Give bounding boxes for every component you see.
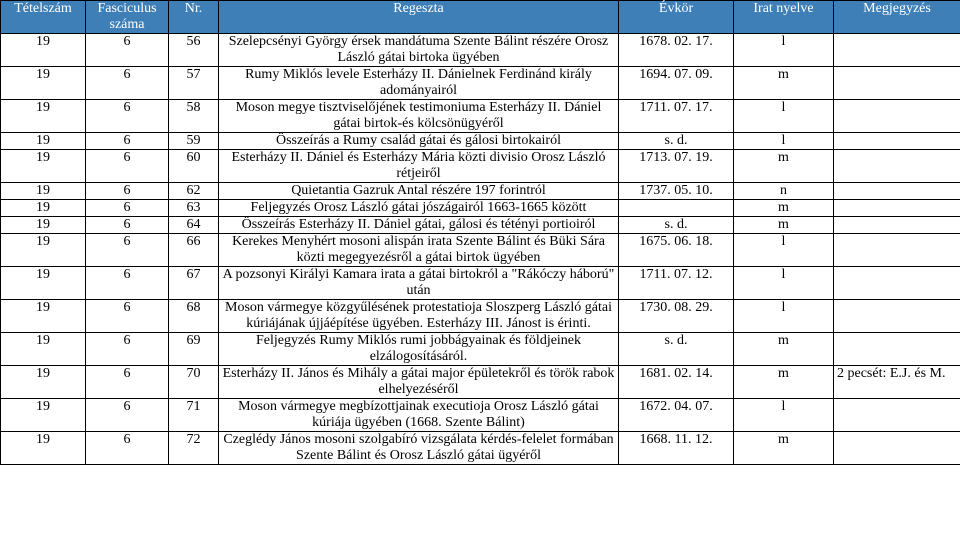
- header-irat-nyelve: Irat nyelve: [734, 1, 834, 34]
- cell-regeszta: Esterházy II. János és Mihály a gátai major épületekről és török rabok elhelyezéséről: [219, 366, 619, 399]
- cell-nr: 64: [169, 217, 219, 234]
- cell-fasc: 6: [86, 217, 169, 234]
- cell-fasc: 6: [86, 399, 169, 432]
- cell-evkor: 1672. 04. 07.: [619, 399, 734, 432]
- cell-evkor: 1711. 07. 12.: [619, 267, 734, 300]
- cell-nyelv: l: [734, 234, 834, 267]
- cell-megj: [834, 100, 960, 133]
- cell-megj: [834, 267, 960, 300]
- cell-fasc: 6: [86, 34, 169, 67]
- cell-fasc: 6: [86, 234, 169, 267]
- cell-nyelv: m: [734, 366, 834, 399]
- table-row: [1, 300, 960, 333]
- cell-tetel: 19: [1, 150, 86, 183]
- cell-regeszta: Esterházy II. Dániel és Esterházy Mária közti divisio Orosz László rétjeiről: [219, 150, 619, 183]
- cell-regeszta: Feljegyzés Orosz László gátai jószágairól 1663-1665 között: [219, 200, 619, 217]
- cell-regeszta: Moson vármegye közgyűlésének protestatioja Sloszperg László gátai kúriájának újjáépítése ügyében. Esterházy III. Jánost is érinti.: [219, 300, 619, 333]
- cell-fasc: 6: [86, 133, 169, 150]
- cell-evkor: s. d.: [619, 217, 734, 234]
- cell-nr: 63: [169, 200, 219, 217]
- cell-regeszta: Összeírás a Rumy család gátai és gálosi birtokairól: [219, 133, 619, 150]
- cell-regeszta: Feljegyzés Rumy Miklós rumi jobbágyainak és földjeinek elzálogosításáról.: [219, 333, 619, 366]
- cell-tetel: 19: [1, 217, 86, 234]
- table-row: [1, 150, 960, 183]
- header-megjegyzes: Megjegyzés: [834, 1, 960, 34]
- cell-fasc: 6: [86, 67, 169, 100]
- cell-megj: [834, 333, 960, 366]
- cell-nr: 62: [169, 183, 219, 200]
- table-row: [1, 333, 960, 366]
- cell-regeszta: Kerekes Menyhért mosoni alispán irata Szente Bálint és Büki Sára közti megegyezésről a gátai birtok ügyében: [219, 234, 619, 267]
- table-row: [1, 200, 960, 217]
- cell-fasc: 6: [86, 100, 169, 133]
- cell-tetel: 19: [1, 432, 86, 465]
- cell-nyelv: m: [734, 67, 834, 100]
- cell-regeszta: Moson megye tisztviselőjének testimoniuma Esterházy II. Dániel gátai birtok-és kölcsönügyéről: [219, 100, 619, 133]
- cell-nyelv: l: [734, 300, 834, 333]
- cell-fasc: 6: [86, 267, 169, 300]
- cell-nr: 67: [169, 267, 219, 300]
- cell-nyelv: l: [734, 100, 834, 133]
- table-row: [1, 432, 960, 465]
- cell-nyelv: m: [734, 432, 834, 465]
- cell-megj: 2 pecsét: E.J. és M.: [834, 366, 960, 399]
- cell-evkor: s. d.: [619, 333, 734, 366]
- cell-megj: [834, 183, 960, 200]
- cell-fasc: 6: [86, 150, 169, 183]
- cell-megj: [834, 399, 960, 432]
- table-row: [1, 34, 960, 67]
- table-row: [1, 217, 960, 234]
- table-body: [1, 34, 960, 465]
- cell-nr: 66: [169, 234, 219, 267]
- cell-megj: [834, 133, 960, 150]
- cell-fasc: 6: [86, 366, 169, 399]
- header-evkor: Évkör: [619, 1, 734, 34]
- cell-nr: 69: [169, 333, 219, 366]
- header-tetelszam: Tételszám: [1, 1, 86, 34]
- cell-megj: [834, 67, 960, 100]
- table-header: [1, 1, 960, 34]
- cell-regeszta: Moson vármegye megbízottjainak executioja Orosz László gátai kúriája ügyében (1668. Szente Bálint): [219, 399, 619, 432]
- cell-nyelv: m: [734, 150, 834, 183]
- cell-megj: [834, 300, 960, 333]
- cell-megj: [834, 34, 960, 67]
- cell-megj: [834, 432, 960, 465]
- cell-nr: 70: [169, 366, 219, 399]
- cell-megj: [834, 234, 960, 267]
- cell-nr: 71: [169, 399, 219, 432]
- cell-nyelv: l: [734, 133, 834, 150]
- cell-nyelv: l: [734, 34, 834, 67]
- cell-nyelv: m: [734, 333, 834, 366]
- cell-tetel: 19: [1, 300, 86, 333]
- cell-evkor: 1730. 08. 29.: [619, 300, 734, 333]
- cell-tetel: 19: [1, 200, 86, 217]
- cell-evkor: 1711. 07. 17.: [619, 100, 734, 133]
- cell-nr: 58: [169, 100, 219, 133]
- cell-regeszta: Quietantia Gazruk Antal részére 197 forintról: [219, 183, 619, 200]
- cell-fasc: 6: [86, 300, 169, 333]
- cell-evkor: 1737. 05. 10.: [619, 183, 734, 200]
- table-row: [1, 100, 960, 133]
- header-regeszta: Regeszta: [219, 1, 619, 34]
- cell-fasc: 6: [86, 183, 169, 200]
- cell-evkor: 1681. 02. 14.: [619, 366, 734, 399]
- cell-regeszta: Szelepcsényi György érsek mandátuma Szente Bálint részére Orosz László gátai birtoka ügyében: [219, 34, 619, 67]
- cell-megj: [834, 217, 960, 234]
- cell-tetel: 19: [1, 100, 86, 133]
- cell-megj: [834, 200, 960, 217]
- cell-tetel: 19: [1, 133, 86, 150]
- cell-megj: [834, 150, 960, 183]
- cell-evkor: 1694. 07. 09.: [619, 67, 734, 100]
- table-row: [1, 234, 960, 267]
- cell-tetel: 19: [1, 234, 86, 267]
- header-fasciculus: Fasciculus száma: [86, 1, 169, 34]
- cell-fasc: 6: [86, 333, 169, 366]
- cell-evkor: s. d.: [619, 133, 734, 150]
- cell-tetel: 19: [1, 183, 86, 200]
- cell-nyelv: l: [734, 267, 834, 300]
- cell-evkor: 1668. 11. 12.: [619, 432, 734, 465]
- cell-nyelv: m: [734, 200, 834, 217]
- cell-nr: 60: [169, 150, 219, 183]
- cell-tetel: 19: [1, 333, 86, 366]
- cell-nr: 72: [169, 432, 219, 465]
- cell-tetel: 19: [1, 67, 86, 100]
- cell-nyelv: n: [734, 183, 834, 200]
- cell-evkor: 1713. 07. 19.: [619, 150, 734, 183]
- cell-tetel: 19: [1, 267, 86, 300]
- cell-tetel: 19: [1, 34, 86, 67]
- cell-nr: 59: [169, 133, 219, 150]
- table-row: [1, 183, 960, 200]
- cell-tetel: 19: [1, 366, 86, 399]
- table-row: [1, 366, 960, 399]
- table-row: [1, 267, 960, 300]
- header-nr: Nr.: [169, 1, 219, 34]
- table-row: [1, 133, 960, 150]
- cell-regeszta: Czeglédy János mosoni szolgabíró vizsgálata kérdés-felelet formában Szente Bálint és Orosz László gátai ügyéről: [219, 432, 619, 465]
- cell-nr: 56: [169, 34, 219, 67]
- cell-regeszta: Rumy Miklós levele Esterházy II. Dánielnek Ferdinánd király adományairól: [219, 67, 619, 100]
- cell-evkor: 1675. 06. 18.: [619, 234, 734, 267]
- cell-evkor: [619, 200, 734, 217]
- cell-nyelv: l: [734, 399, 834, 432]
- cell-regeszta: A pozsonyi Királyi Kamara irata a gátai birtokról a "Rákóczy háború" után: [219, 267, 619, 300]
- cell-evkor: 1678. 02. 17.: [619, 34, 734, 67]
- cell-tetel: 19: [1, 399, 86, 432]
- cell-regeszta: Összeírás Esterházy II. Dániel gátai, gálosi és tétényi portioiról: [219, 217, 619, 234]
- table-row: [1, 399, 960, 432]
- cell-fasc: 6: [86, 200, 169, 217]
- cell-nr: 68: [169, 300, 219, 333]
- cell-nyelv: m: [734, 217, 834, 234]
- table-row: [1, 67, 960, 100]
- cell-nr: 57: [169, 67, 219, 100]
- cell-fasc: 6: [86, 432, 169, 465]
